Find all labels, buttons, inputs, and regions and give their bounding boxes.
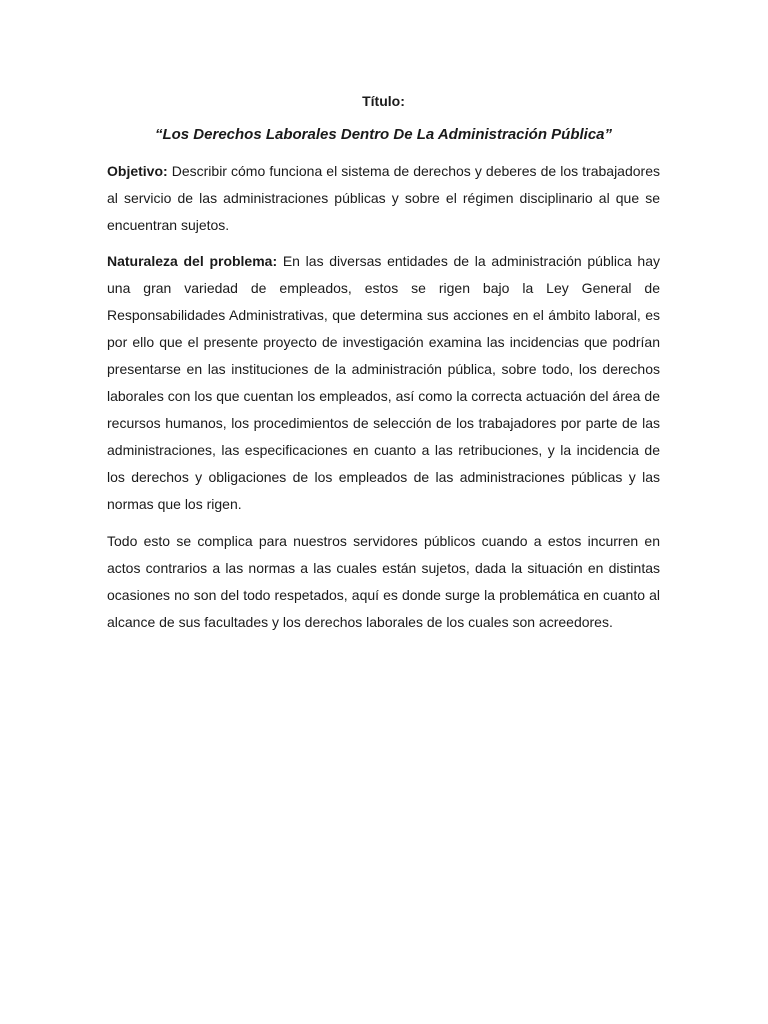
problem-text: En las diversas entidades de la administración pública hay una gran variedad de empleados, estos se rigen bajo la Ley General de Responsabilidades Administrativas, que determina sus acciones en el ámbito laboral, es por ello que el presente proyecto de investigación examina las incidencias que podrían presentarse en las instituciones de la administración pública, sobre todo, los derechos laborales con los que cuentan los empleados, así como la correcta actuación del área de recursos humanos, los procedimientos de selección de los trabajadores por parte de las administraciones, las especificaciones en cuanto a las retribuciones, y la incidencia de los derechos y obligaciones de los empleados de las administraciones públicas y las normas que los rigen. bbox=[107, 253, 661, 512]
document-body bbox=[107, 88, 660, 636]
objective-text: Describir cómo funciona el sistema de derechos y deberes de los trabajadores al servicio de las administraciones públicas y sobre el régimen disciplinario al que se encuentran sujetos. bbox=[107, 163, 660, 233]
problem-label: Naturaleza del problema: bbox=[107, 253, 278, 269]
objective-label: Objetivo: bbox=[107, 163, 168, 179]
closing-paragraph: Todo esto se complica para nuestros servidores públicos cuando a estos incurren en actos contrarios a las normas a las cuales están sujetos, dada la situación en distintas ocasiones no son del todo respetados, aquí es donde surge la problemática en cuanto al alcance de sus facultades y los derechos laborales de los cuales son acreedores. bbox=[107, 533, 660, 630]
problem-paragraph bbox=[107, 248, 660, 518]
objective-paragraph bbox=[107, 158, 660, 239]
document-title: “Los Derechos Laborales Dentro De La Administración Pública” bbox=[154, 126, 613, 143]
title-label: Título: bbox=[362, 93, 405, 109]
